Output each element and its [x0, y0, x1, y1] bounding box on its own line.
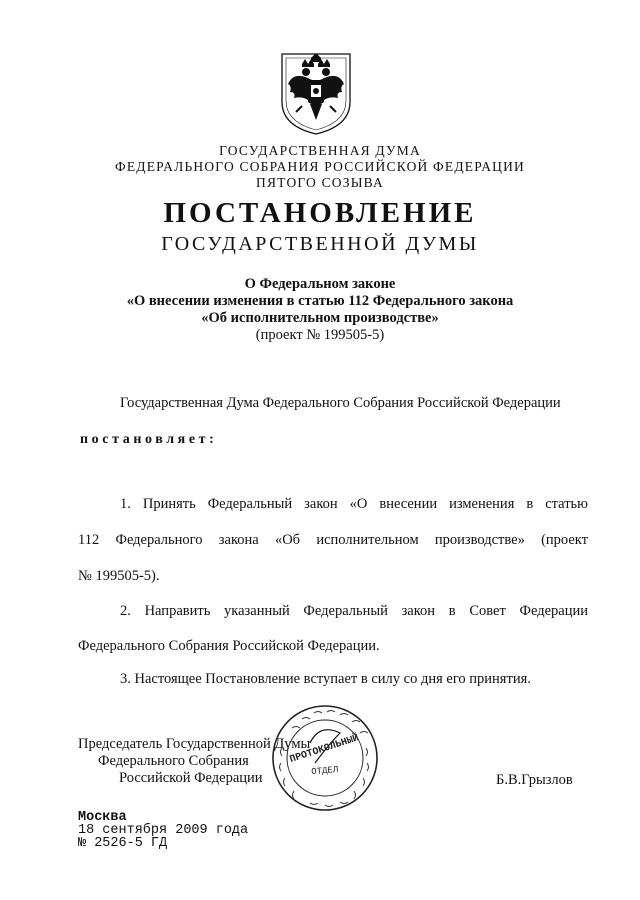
signatory-position-line-3: Российской Федерации [119, 770, 263, 786]
subject-line-1: О Федеральном законе [244, 276, 396, 292]
item-3: 3. Настоящее Постановление вступает в силу со дня его принятия. [120, 671, 531, 687]
document-subtitle: ГОСУДАРСТВЕННОЙ ДУМЫ [161, 233, 479, 255]
signatory-position-line-2: Федерального Собрания [98, 753, 249, 769]
intro-paragraph: Государственная Дума Федерального Собрания Российской Федерации [120, 395, 561, 411]
item-1-line-1: 1. Принять Федеральный закон «О внесении изменения в статью [120, 496, 588, 512]
city: Москва [78, 810, 127, 825]
item-1-line-3: № 199505-5). [78, 568, 160, 584]
signatory-position-line-1: Председатель Государственной Думы [78, 736, 311, 752]
svg-text:ОТДЕЛ: ОТДЕЛ [310, 764, 339, 778]
subject-line-3: «Об исполнительном производстве» [201, 310, 439, 326]
header-line-convocation: ПЯТОГО СОЗЫВА [256, 175, 384, 190]
protocol-department-stamp [270, 703, 380, 813]
project-number: (проект № 199505-5) [255, 327, 385, 343]
document-number: № 2526-5 ГД [78, 836, 168, 851]
subject-line-2: «О внесении изменения в статью 112 Федерального закона [126, 293, 514, 309]
header-line-duma: ГОСУДАРСТВЕННАЯ ДУМА [219, 143, 421, 158]
document-title: ПОСТАНОВЛЕНИЕ [163, 197, 477, 229]
signatory-name: Б.В.Грызлов [496, 772, 573, 788]
header-line-assembly: ФЕДЕРАЛЬНОГО СОБРАНИЯ РОССИЙСКОЙ ФЕДЕРАЦИИ [115, 159, 525, 174]
svg-text:ПРОТОКОЛЬНЫЙ: ПРОТОКОЛЬНЫЙ [288, 733, 361, 766]
item-1-line-2: 112 Федерального закона «Об исполнительном производстве» (проект [78, 532, 588, 548]
item-2-line-1: 2. Направить указанный Федеральный закон в Совет Федерации [120, 603, 588, 619]
item-2-line-2: Федерального Собрания Российской Федерации. [78, 638, 380, 654]
resolves-word: постановляет: [80, 432, 218, 447]
date: 18 сентября 2009 года [78, 823, 249, 838]
coat-of-arms-icon [278, 50, 354, 136]
